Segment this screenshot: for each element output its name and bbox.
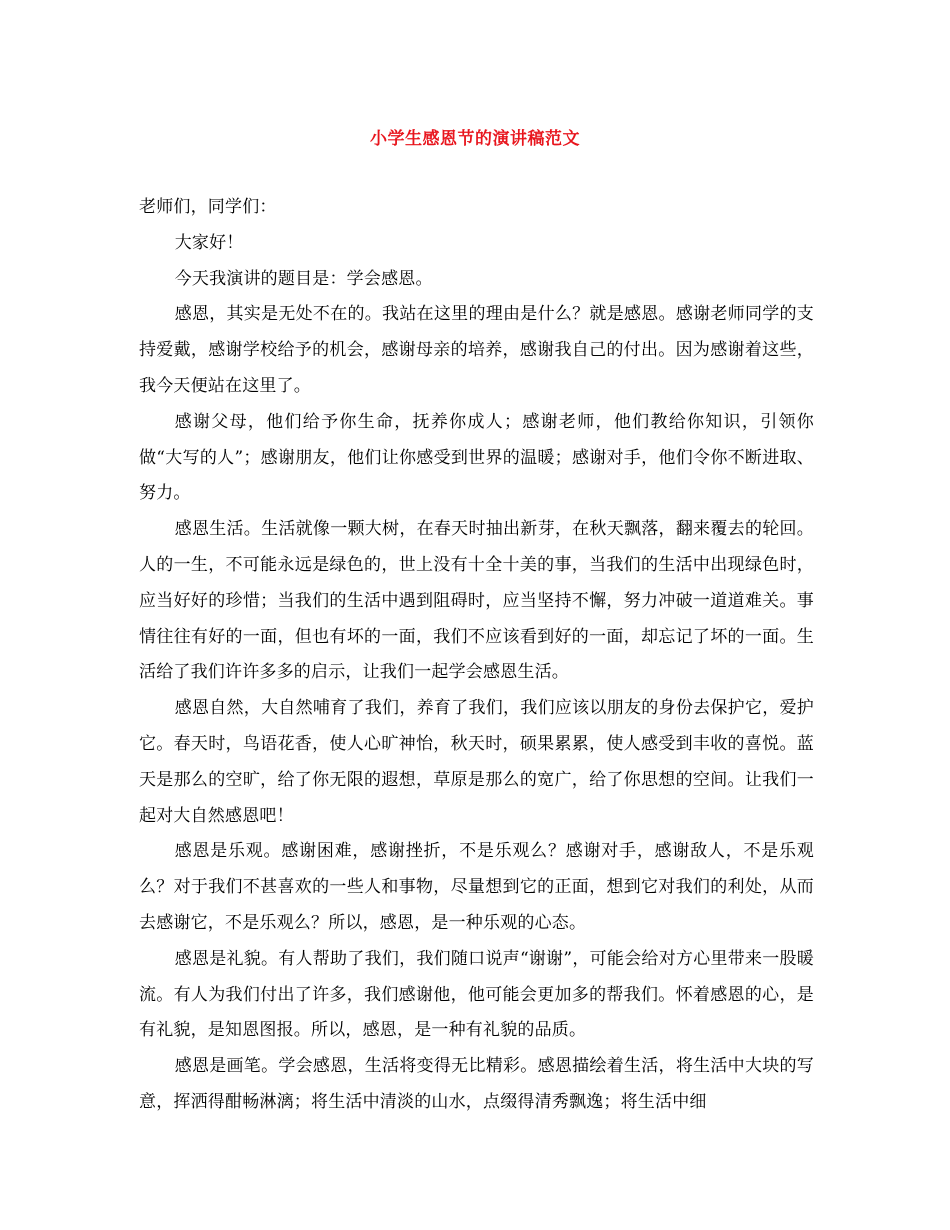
paragraph: 感恩是画笔。学会感恩，生活将变得无比精彩。感恩描绘着生活，将生活中大块的写意，挥洒得酣畅淋漓；将生活中清淡的山水，点缀得清秀飘逸；将生活中细 [139,1056,814,1112]
paragraph: 感恩，其实是无处不在的。我站在这里的理由是什么？就是感恩。感谢老师同学的支持爱戴，感谢学校给予的机会，感谢母亲的培养，感谢我自己的付出。因为感谢着这些，我今天便站在这里了。 [139,304,814,396]
paragraph: 今天我演讲的题目是：学会感恩。 [174,268,433,289]
greeting: 老师们，同学们： [139,197,277,217]
paragraph: 感恩自然，大自然哺育了我们，养育了我们，我们应该以朋友的身份去保护它，爱护它。春天时，鸟语花香，使人心旷神怡，秋天时，硕果累累，使人感受到丰收的喜悦。蓝天是那么的空旷，给了你无限的遐想，草原是那么的宽广，给了你思想的空间。让我们一起对大自然感恩吧！ [139,698,814,826]
paragraph: 感谢父母，他们给予你生命，抚养你成人；感谢老师，他们教给你知识，引领你做“大写的人”；感谢朋友，他们让你感受到世界的温暖；感谢对手，他们令你不断进取、努力。 [139,411,814,504]
document-title: 小学生感恩节的演讲稿范文 [370,129,580,149]
document-body [139,190,814,1121]
paragraph: 感恩是礼貌。有人帮助了我们，我们随口说声“谢谢”，可能会给对方心里带来一股暖流。有人为我们付出了许多，我们感谢他，他可能会更加多的帮我们。怀着感恩的心，是有礼貌，是知恩图报。所以，感恩，是一种有礼貌的品质。 [139,948,814,1041]
paragraph: 感恩生活。生活就像一颗大树，在春天时抽出新芽，在秋天飘落，翻来覆去的轮回。人的一生，不可能永远是绿色的，世上没有十全十美的事，当我们的生活中出现绿色时，应当好好的珍惜；当我们的生活中遇到阻碍时，应当坚持不懈，努力冲破一道道难关。事情往往有好的一面，但也有坏的一面，我们不应该看到好的一面，却忘记了坏的一面。生活给了我们许许多多的启示，让我们一起学会感恩生活。 [139,519,814,683]
paragraph: 大家好！ [174,232,244,253]
paragraph: 感恩是乐观。感谢困难，感谢挫折，不是乐观么？感谢对手，感谢敌人，不是乐观么？对于我们不甚喜欢的一些人和事物，尽量想到它的正面，想到它对我们的利处，从而去感谢它，不是乐观么？所以，感恩，是一种乐观的心态。 [139,841,814,933]
